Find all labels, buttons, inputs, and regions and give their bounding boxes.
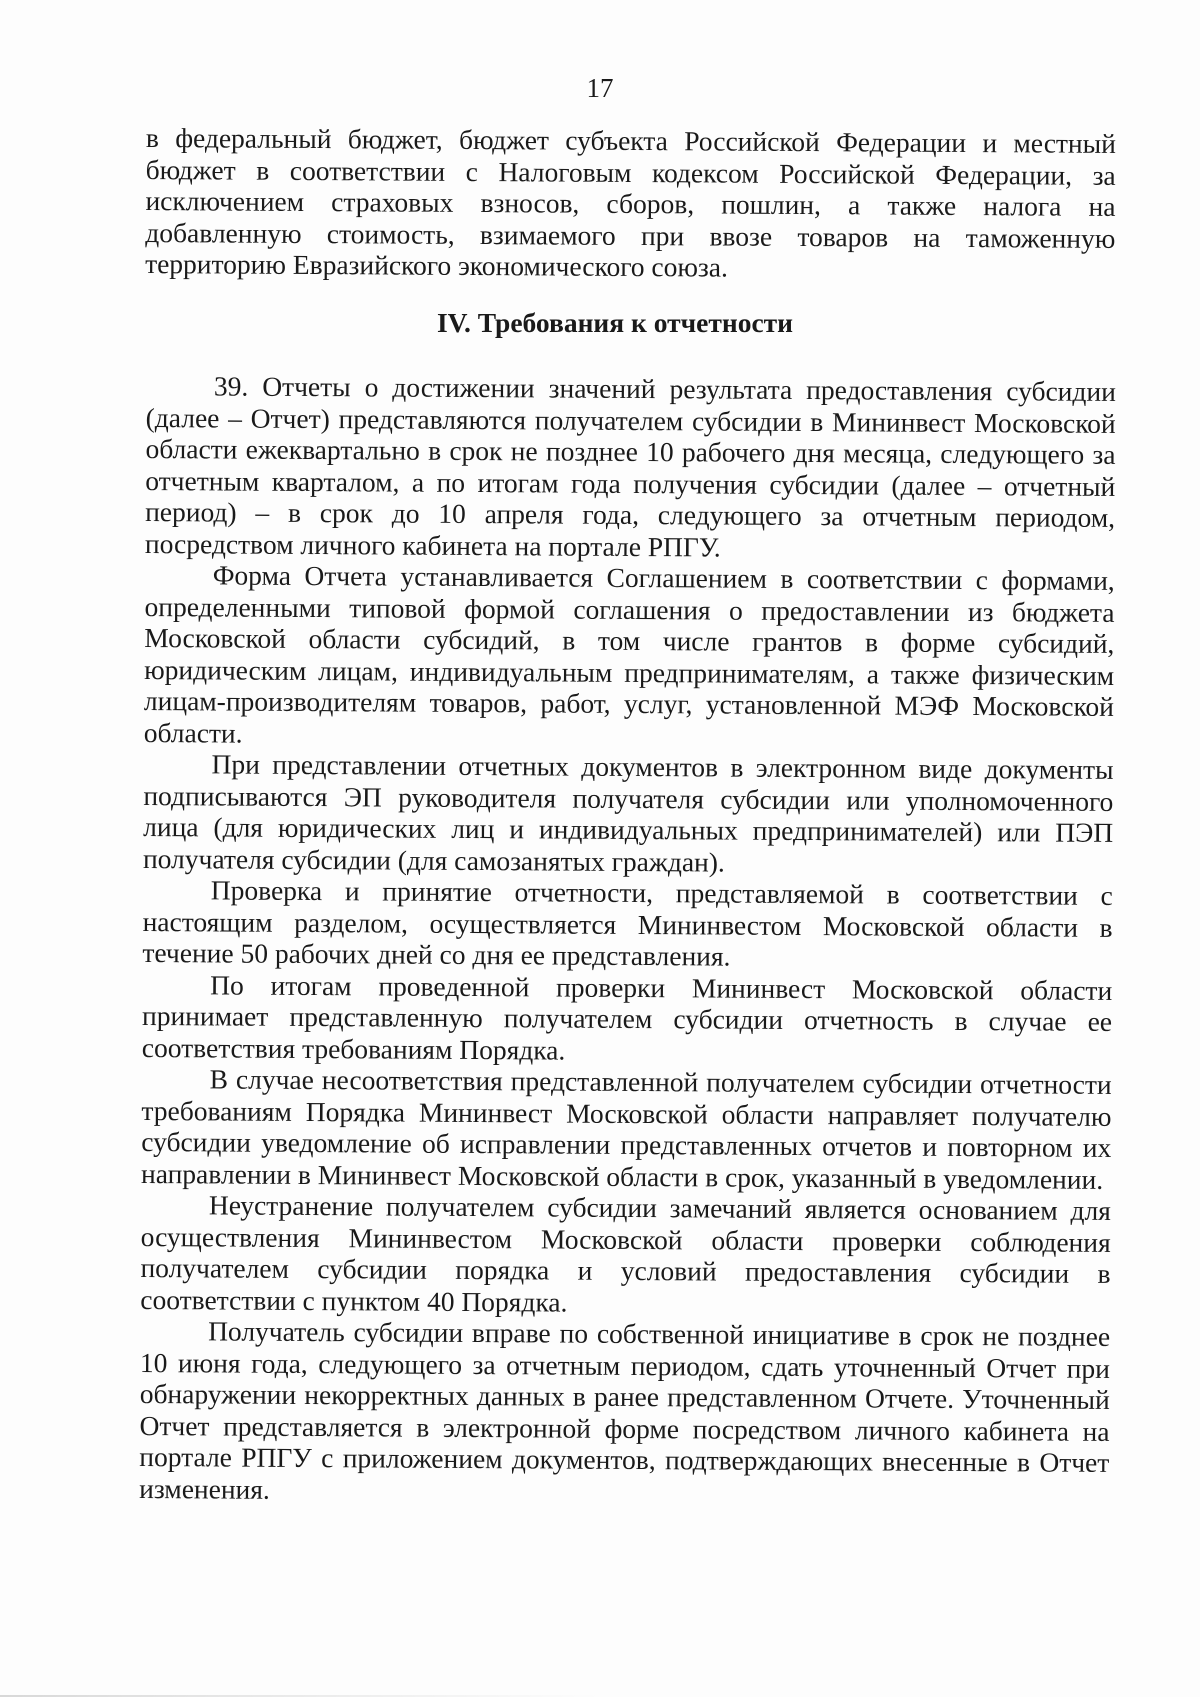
paragraph-electronic-signature: При представлении отчетных документов в электронном виде документы подписываются ЭП руководителя получателя субсидии или уполномоченного лица (для юридических лиц и индивидуальных предпринимателей) или ПЭП получателя субсидии (для самозанятых граждан). bbox=[142, 748, 1114, 878]
section-body bbox=[139, 370, 1116, 1510]
paragraph-39: 39. Отчеты о достижении значений результата предоставления субсидии (далее – Отчет) представляются получателем субсидии в Мининвест Московской области ежеквартально в срок не позднее 10 рабочего дня месяца, следующего за отчетным кварталом, а по итогам года получения субсидии (далее – отчетный период) – в срок до 10 апреля года, следующего за отчетным периодом, посредством личного кабинета на портале РПГУ. bbox=[144, 370, 1116, 563]
paragraph-nonconformity: В случае несоответствия представленной получателем субсидии отчетности требованиям Порядка Мининвест Московской области направляет получателю субсидии уведомление об исправлении представленных отчетов и повторном их направлении в Мининвест Московской области в срок, указанный в уведомлении. bbox=[141, 1063, 1112, 1195]
intro-paragraph: в федеральный бюджет, бюджет субъекта Российской Федерации и местный бюджет в соответствии с Налоговым кодексом Российской Федерации, за исключением страховых взносов, сборов, пошлин, а также налога на добавленную стоимость, взимаемого при ввозе товаров на таможенную территорию Евразийского экономического союза. bbox=[145, 122, 1116, 283]
intro-paragraph-block bbox=[145, 122, 1116, 285]
paragraph-corrected-report: Получатель субсидии вправе по собственной инициативе в срок не позднее 10 июня года, следующего за отчетным периодом, сдать уточненный Отчет при обнаружении некорректных данных в ранее представленном Отчете. Уточненный Отчет представляется в электронной форме посредством личного кабинета на портале РПГУ с приложением документов, подтверждающих внесенные в Отчет изменения. bbox=[139, 1315, 1111, 1505]
paragraph-verification: Проверка и принятие отчетности, представляемой в соответствии с настоящим разделом, осуществляется Мининвестом Московской области в течение 50 рабочих дней со дня ее представления. bbox=[142, 874, 1113, 972]
paragraph-report-form: Форма Отчета устанавливается Соглашением в соответствии с формами, определенными типовой формой соглашения о предоставлении из бюджета Московской области субсидий, в том числе грантов в форме субсидий, юридическим лицам, индивидуальным предпринимателям, а также физическим лицам-производителям товаров, работ, услуг, установленной МЭФ Московской области. bbox=[143, 559, 1115, 749]
paragraph-non-elimination: Неустранение получателем субсидии замечаний является основанием для осуществления Мининвестом Московской области проверки соблюдения получателем субсидии порядка и условий предоставления субсидии в соответствии с пунктом 40 Порядка. bbox=[140, 1189, 1111, 1318]
paragraph-acceptance: По итогам проведенной проверки Мининвест Московской области принимает представленную получателем субсидии отчетность в случае ее соответствия требованиям Порядка. bbox=[141, 968, 1113, 1066]
section-heading: IV. Требования к отчетности bbox=[436, 307, 794, 338]
page-number: 17 bbox=[586, 73, 614, 103]
